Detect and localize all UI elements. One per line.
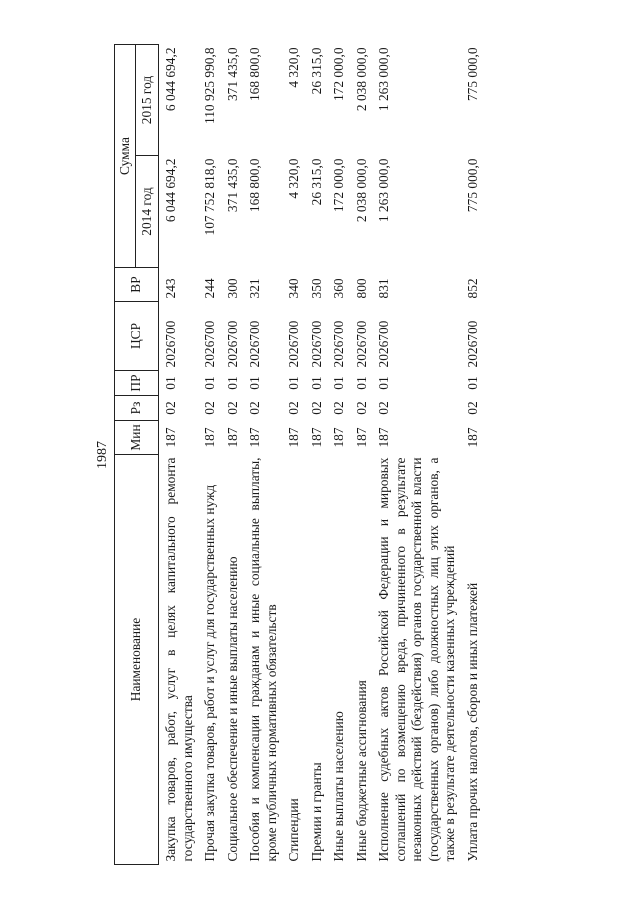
- row-pr: 01: [224, 376, 240, 390]
- row-rz: 02: [286, 401, 301, 415]
- row-2014: 172 000,0: [331, 158, 346, 213]
- table-body: [159, 44, 482, 864]
- row-name: Социальное обеспечение и иные выплаты населению: [224, 556, 240, 862]
- row-pr: 01: [286, 376, 301, 390]
- row-pr: 01: [202, 376, 217, 390]
- row-2015: 168 800,0: [247, 47, 262, 102]
- page-number: 1987: [95, 441, 110, 469]
- row-min: 187: [331, 427, 346, 448]
- header-min: Мин: [115, 421, 159, 455]
- table-row: [459, 44, 482, 864]
- header-2015: 2015 год: [136, 44, 159, 155]
- row-min: 187: [163, 427, 178, 448]
- row-name: Закупка товаров, работ, услуг в целях капитального ремонта государственного имущества: [163, 457, 195, 862]
- row-vr: 300: [224, 278, 240, 299]
- row-min: 187: [202, 427, 217, 448]
- row-min: 187: [308, 427, 324, 448]
- row-csr: 2026700: [247, 320, 262, 368]
- row-rz: 02: [163, 401, 178, 415]
- header-rz: Рз: [115, 396, 159, 421]
- row-2014: 168 800,0: [247, 158, 262, 213]
- row-vr: 340: [286, 278, 301, 299]
- row-pr: 01: [331, 376, 346, 390]
- table-row: [159, 44, 197, 864]
- row-name: Уплата прочих налогов, сборов и иных платежей: [464, 582, 480, 862]
- row-2015: 110 925 990,8: [202, 47, 217, 124]
- row-name: Прочая закупка товаров, работ и услуг для государственных нужд: [202, 484, 217, 862]
- row-2014: 1 263 000,0: [376, 158, 391, 223]
- row-rz: 02: [464, 401, 480, 415]
- row-csr: 2026700: [163, 320, 178, 368]
- row-vr: 831: [376, 278, 391, 299]
- table-row: [348, 44, 371, 864]
- row-2015: 4 320,0: [286, 47, 301, 88]
- header-name: Наименование: [115, 455, 159, 865]
- row-vr: 243: [163, 278, 178, 299]
- row-vr: 244: [202, 278, 217, 299]
- row-vr: 852: [464, 278, 480, 299]
- row-name: Исполнение судебных актов Российской Федерации и мировых соглашений по возмещению вреда, причиненного в результате незаконных действий (бездействия) органов государственной власти (государственных органов) либо должностных лиц этих органов, а также в результате деятельности казенных учреждений: [376, 457, 457, 862]
- row-rz: 02: [247, 401, 262, 415]
- table-row: [370, 44, 459, 864]
- row-2015: 26 315,0: [308, 47, 324, 95]
- row-min: 187: [224, 427, 240, 448]
- table-row: [280, 44, 303, 864]
- row-name: Иные бюджетные ассигнования: [353, 680, 369, 862]
- row-2015: 172 000,0: [331, 47, 346, 102]
- row-csr: 2026700: [224, 320, 240, 368]
- row-vr: 321: [247, 278, 262, 299]
- row-pr: 01: [353, 376, 369, 390]
- row-2015: 371 435,0: [224, 47, 240, 102]
- header-sum: Сумма: [115, 44, 136, 267]
- row-2014: 26 315,0: [308, 158, 324, 206]
- row-2014: 775 000,0: [464, 158, 480, 213]
- row-csr: 2026700: [202, 320, 217, 368]
- row-name: Пособия и компенсации гражданам и иные социальные выплаты, кроме публичных нормативных обязательств: [247, 457, 279, 862]
- table-row: [219, 44, 242, 864]
- row-rz: 02: [224, 401, 240, 415]
- row-pr: 01: [376, 376, 391, 390]
- row-2014: 107 752 818,0: [202, 158, 217, 236]
- row-name: Премии и гранты: [308, 762, 324, 862]
- row-2014: 2 038 000,0: [353, 158, 369, 223]
- row-name: Стипендии: [286, 798, 301, 862]
- budget-table: [114, 44, 481, 865]
- row-2015: 775 000,0: [464, 47, 480, 102]
- row-csr: 2026700: [331, 320, 346, 368]
- row-name: Иные выплаты населению: [331, 711, 346, 862]
- row-csr: 2026700: [464, 320, 480, 368]
- row-rz: 02: [331, 401, 346, 415]
- table-row: [241, 44, 280, 864]
- header-vr: ВР: [115, 268, 159, 302]
- rotated-page: [93, 45, 548, 865]
- row-csr: 2026700: [308, 320, 324, 368]
- row-min: 187: [464, 427, 480, 448]
- table-header: [115, 44, 159, 864]
- table-row: [303, 44, 326, 864]
- row-pr: 01: [163, 376, 178, 390]
- header-pr: ПР: [115, 371, 159, 396]
- table-row: [325, 44, 348, 864]
- row-rz: 02: [376, 401, 391, 415]
- row-min: 187: [376, 427, 391, 448]
- row-min: 187: [247, 427, 262, 448]
- row-min: 187: [286, 427, 301, 448]
- row-2015: 6 044 694,2: [163, 47, 178, 112]
- row-2015: 2 038 000,0: [353, 47, 369, 112]
- row-2015: 1 263 000,0: [376, 47, 391, 112]
- row-pr: 01: [247, 376, 262, 390]
- row-csr: 2026700: [353, 320, 369, 368]
- row-2014: 4 320,0: [286, 158, 301, 199]
- row-2014: 6 044 694,2: [163, 158, 178, 223]
- table-row: [196, 44, 219, 864]
- row-pr: 01: [464, 376, 480, 390]
- row-min: 187: [353, 427, 369, 448]
- row-vr: 350: [308, 278, 324, 299]
- header-2014: 2014 год: [136, 156, 159, 268]
- row-vr: 360: [331, 278, 346, 299]
- row-csr: 2026700: [376, 320, 391, 368]
- row-rz: 02: [308, 401, 324, 415]
- row-vr: 800: [353, 278, 369, 299]
- row-rz: 02: [202, 401, 217, 415]
- row-csr: 2026700: [286, 320, 301, 368]
- row-rz: 02: [353, 401, 369, 415]
- row-pr: 01: [308, 376, 324, 390]
- row-2014: 371 435,0: [224, 158, 240, 213]
- header-csr: ЦСР: [115, 302, 159, 371]
